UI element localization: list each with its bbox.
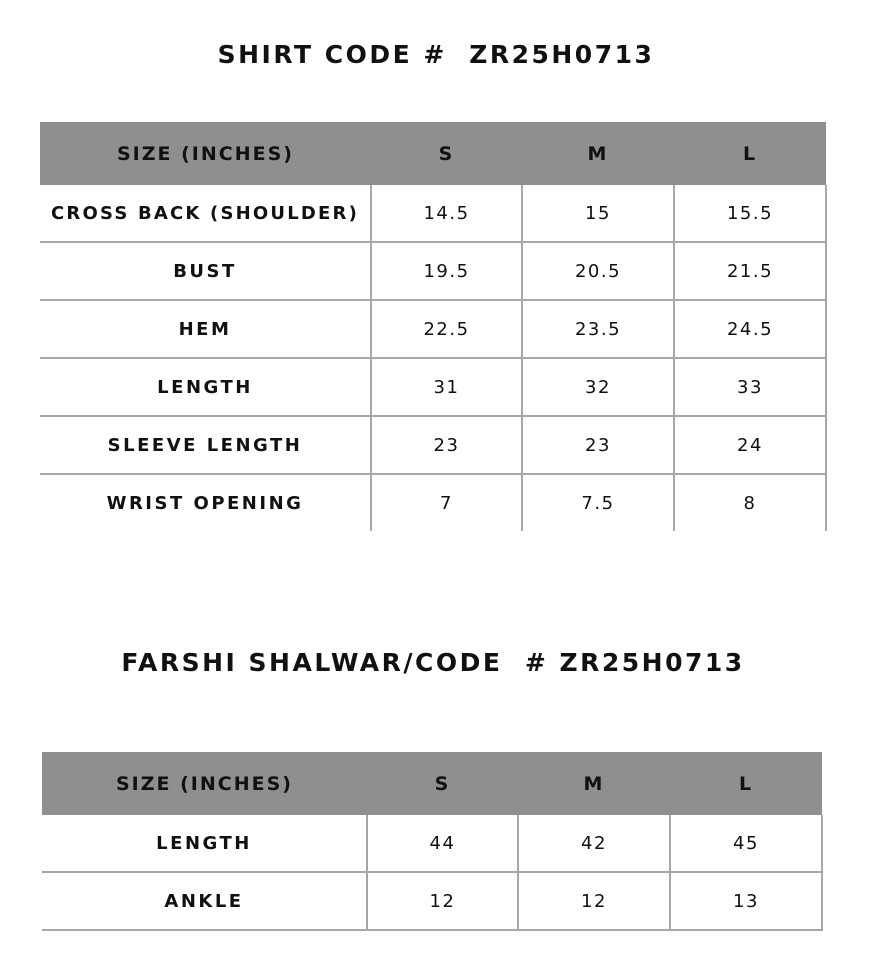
measurement-value: 8 [674, 474, 826, 531]
measurement-label: ANKLE [42, 872, 367, 930]
measurement-label: HEM [40, 300, 371, 358]
table-row [40, 242, 826, 300]
size-m-header: M [518, 752, 670, 815]
measurement-value: 23 [522, 416, 674, 474]
size-column-header: SIZE (INCHES) [40, 122, 371, 185]
measurement-value: 12 [518, 872, 670, 930]
measurement-value: 7.5 [522, 474, 674, 531]
measurement-value: 12 [367, 872, 518, 930]
table-row [40, 474, 826, 531]
measurement-value: 31 [371, 358, 522, 416]
measurement-value: 23 [371, 416, 522, 474]
table-row [42, 872, 822, 930]
measurement-label: WRIST OPENING [106, 492, 304, 514]
table-row [40, 358, 826, 416]
measurement-value: 33 [674, 358, 826, 416]
measurement-value: 20.5 [522, 242, 674, 300]
measurement-value: 14.5 [371, 185, 522, 242]
measurement-value: 13 [670, 872, 822, 930]
table-header-row [40, 122, 826, 185]
measurement-label: SLEEVE LENGTH [40, 416, 371, 474]
measurement-value: 32 [522, 358, 674, 416]
measurement-value: 44 [367, 815, 518, 872]
size-l-header: L [670, 752, 822, 815]
size-l-header: L [674, 122, 826, 185]
table-header-row [42, 752, 822, 815]
shalwar-size-table [42, 752, 823, 931]
measurement-value: 19.5 [371, 242, 522, 300]
measurement-value: 7 [371, 474, 522, 531]
size-column-header: SIZE (INCHES) [42, 752, 367, 815]
measurement-value: 15.5 [674, 185, 826, 242]
table-row [40, 185, 826, 242]
measurement-value: 21.5 [674, 242, 826, 300]
measurement-value: 24 [674, 416, 826, 474]
measurement-value: 42 [518, 815, 670, 872]
measurement-value: 24.5 [674, 300, 826, 358]
measurement-value: 45 [670, 815, 822, 872]
table-row [40, 300, 826, 358]
size-s-header: S [367, 752, 518, 815]
shirt-size-table [40, 122, 827, 531]
measurement-value: 23.5 [522, 300, 674, 358]
measurement-label: LENGTH [40, 358, 371, 416]
shalwar-size-chart-title: FARSHI SHALWAR/CODE # ZR25H0713 [121, 648, 745, 677]
measurement-value: 15 [522, 185, 674, 242]
measurement-value: 22.5 [371, 300, 522, 358]
table-row [40, 416, 826, 474]
measurement-label: CROSS BACK (SHOULDER) [40, 185, 371, 242]
measurement-label: LENGTH [42, 815, 367, 872]
table-row [42, 815, 822, 872]
size-m-header: M [522, 122, 674, 185]
measurement-label: BUST [40, 242, 371, 300]
size-s-header: S [371, 122, 522, 185]
shirt-size-chart-title: SHIRT CODE # ZR25H0713 [217, 40, 655, 69]
